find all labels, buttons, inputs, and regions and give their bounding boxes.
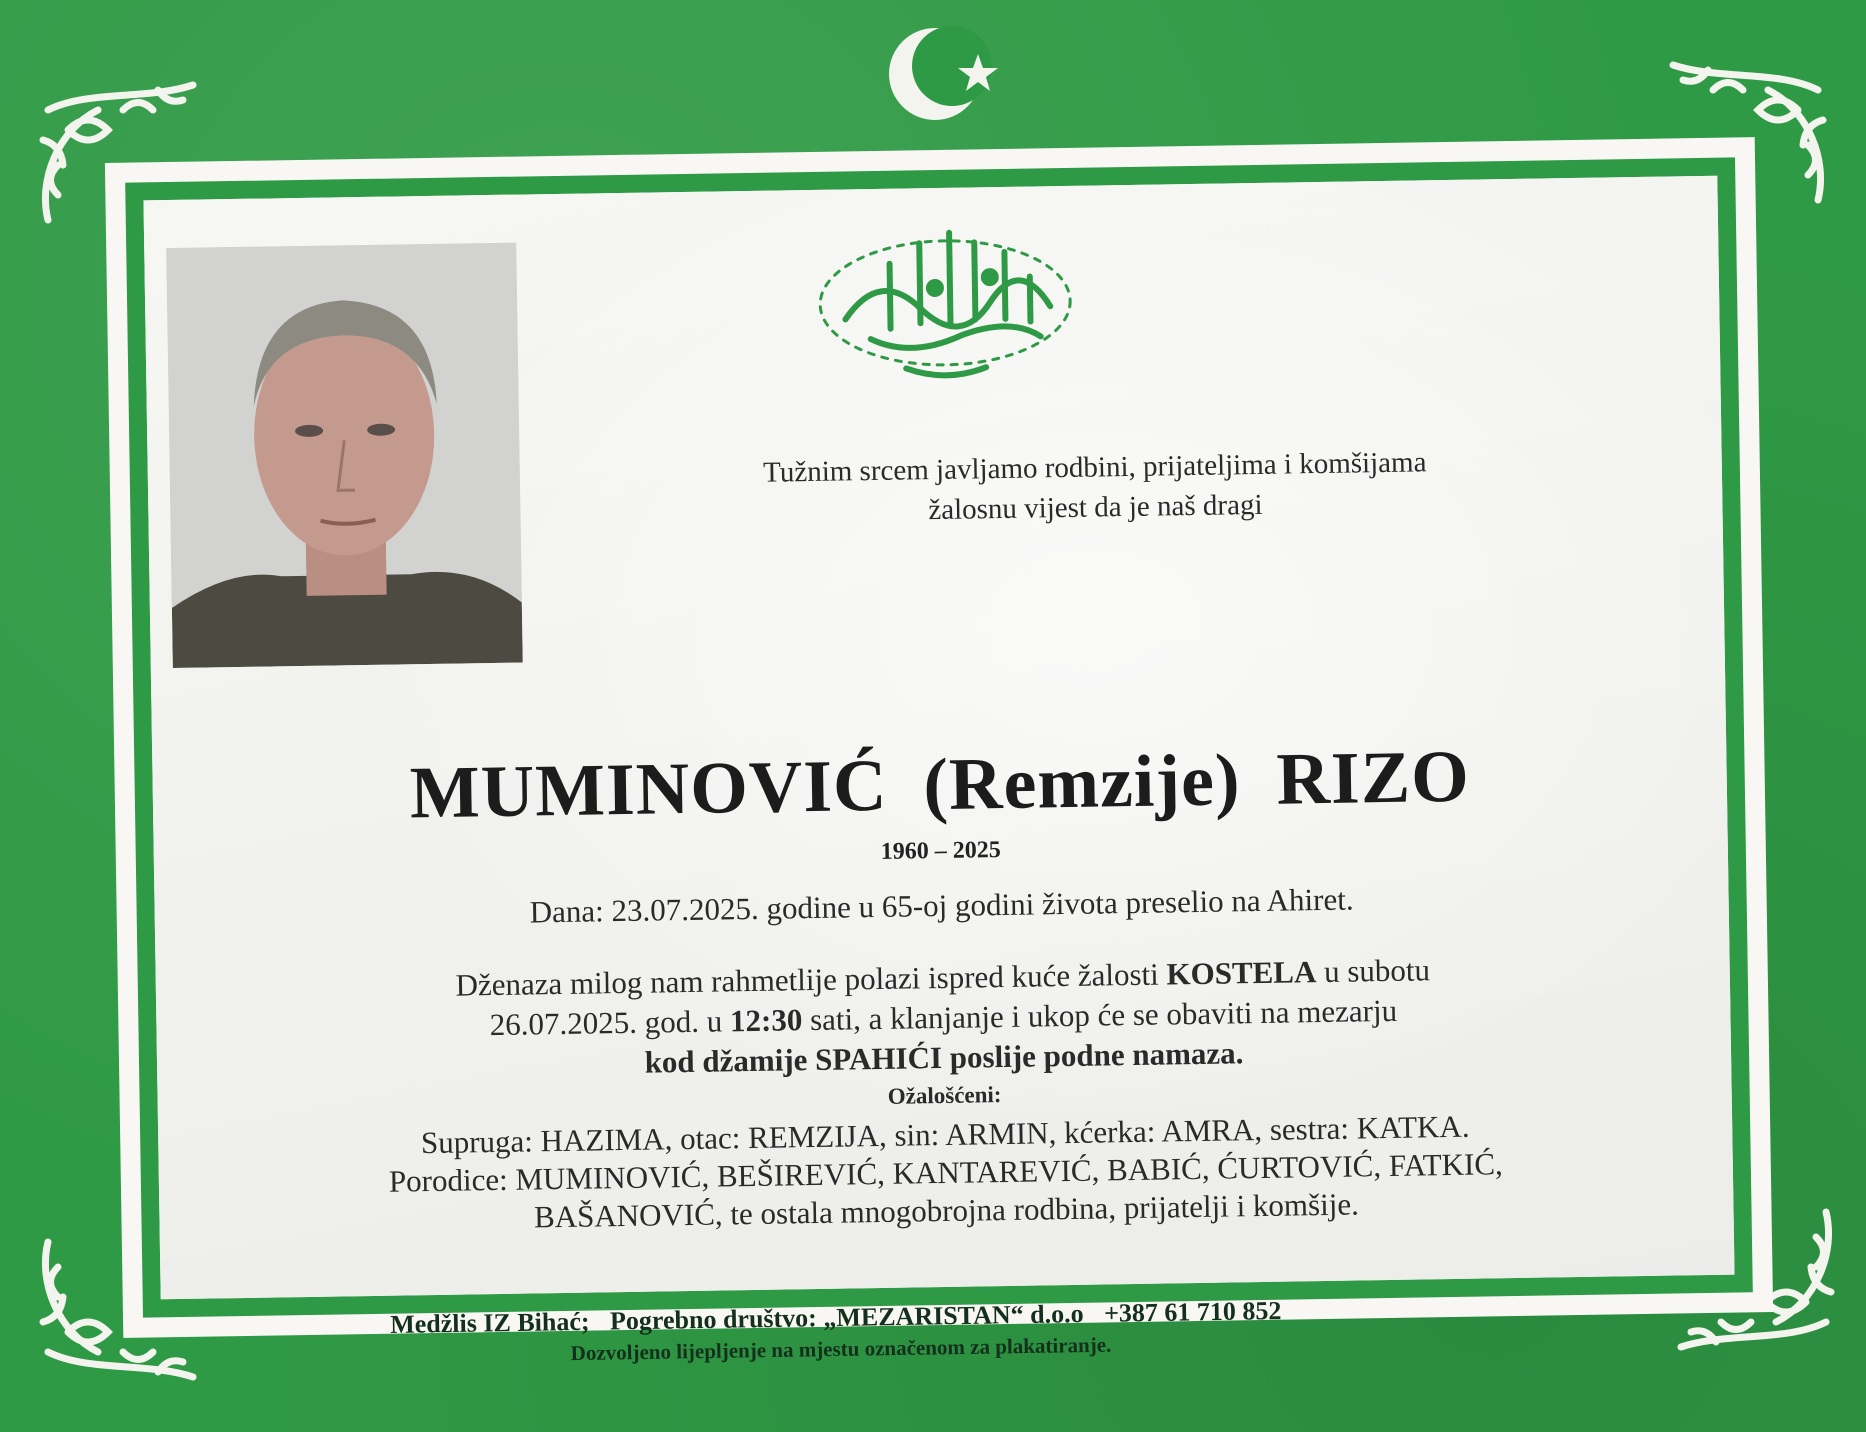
- funeral-time: 12:30: [729, 1002, 803, 1039]
- footer-company: Pogrebno društvo: „MEZARISTAN“ d.o.o: [609, 1299, 1084, 1336]
- funeral-line-1-text: Dženaza milog nam rahmetlije polazi ispred kuće žalosti: [455, 956, 1167, 1003]
- funeral-line-2-text: sati, a klanjanje i ukop će se obaviti na mezarju: [802, 992, 1398, 1038]
- mourners-list: [158, 1104, 1734, 1243]
- mourners-line-3: BAŠANOVIĆ, te ostala mnogobrojna rodbina, prijatelji i komšije.: [533, 1186, 1360, 1235]
- intro-line-1: Tužnim srcem javljamo rodbini, prijateljima i komšijama: [762, 446, 1427, 489]
- funeral-mosque: kod džamije SPAHIĆI poslije podne namaza.: [644, 1035, 1244, 1080]
- funeral-day: u subotu: [1316, 952, 1431, 990]
- footer-org: Medžlis IZ Bihać;: [390, 1306, 590, 1339]
- deceased-first-name: RIZO: [1275, 735, 1471, 821]
- funeral-place: KOSTELA: [1166, 954, 1317, 992]
- deceased-father: (Remzije): [922, 739, 1242, 827]
- deceased-surname: MUMINOVIĆ: [409, 744, 889, 835]
- funeral-date: 26.07.2025.: [489, 1004, 638, 1043]
- death-notice: Dana: 23.07.2025. godine u 65-oj godini života preselio na Ahiret.: [529, 881, 1354, 930]
- footer-phone: +387 61 710 852: [1103, 1296, 1282, 1328]
- funeral-details: [156, 946, 1732, 1091]
- crescent-star-icon: [880, 14, 1020, 134]
- mourners-line-1: Supruga: HAZIMA, otac: REMZIJA, sin: ARMIN, kćerka: AMRA, sestra: KATKA.: [420, 1108, 1470, 1161]
- notice-content: [143, 176, 1734, 1300]
- portrait-photo: [166, 243, 523, 668]
- deceased-name: [152, 731, 1727, 841]
- mourners-line-2: Porodice: MUMINOVIĆ, BEŠIREVIĆ, KANTAREVIĆ, BABIĆ, ĆURTOVIĆ, FATKIĆ,: [388, 1146, 1504, 1199]
- funeral-line-2-mid: god. u: [636, 1003, 731, 1040]
- arabic-calligraphy-icon: [809, 206, 1082, 395]
- intro-line-2: žalosnu vijest da je naš dragi: [928, 488, 1263, 527]
- mourners-label: Ožalošćeni:: [887, 1082, 1002, 1109]
- green-border: [125, 157, 1753, 1317]
- footer-notice: Dozvoljeno lijepljenje na mjestu označenom za plakatiranje.: [570, 1332, 1112, 1366]
- notice-paper: [105, 137, 1773, 1338]
- life-years: 1960 – 2025: [880, 837, 1001, 865]
